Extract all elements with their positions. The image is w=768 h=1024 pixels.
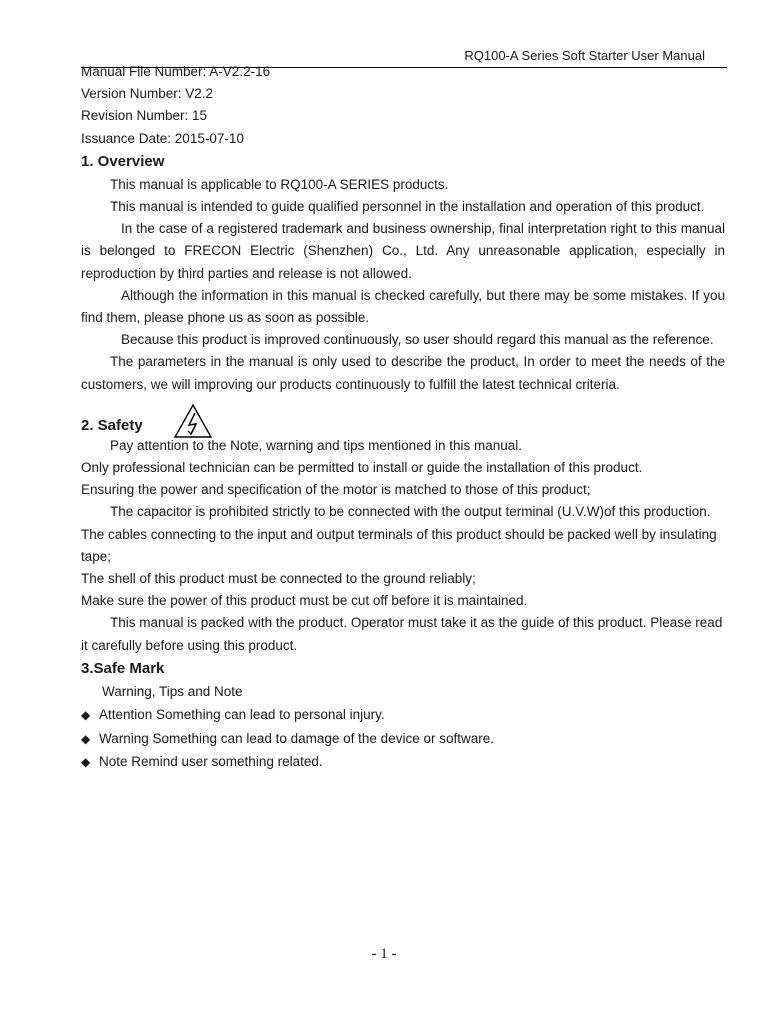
safety-heading: 2. Safety (81, 416, 143, 434)
header-title: RQ100-A Series Soft Starter User Manual (464, 48, 705, 63)
version-number: Version Number: V2.2 (81, 86, 214, 102)
overview-paragraph: Because this product is improved continuously, so user should regard this manual as the reference. (121, 332, 714, 348)
page-number: - 1 - (371, 946, 397, 962)
overview-paragraph: In the case of a registered trademark and business ownership, final interpretation right to this manual is belonged to FRECON Electric (Shenzhen) Co., Ltd. Any unreasonable application, especially in reproduction by third parties and release is not allowed. (81, 221, 725, 281)
safety-paragraph: Make sure the power of this product must be cut off before it is maintained. (81, 593, 528, 609)
page-content (81, 61, 725, 775)
diamond-bullet-icon: ◆ (81, 708, 91, 723)
safe-mark-intro: Warning, Tips and Note (102, 683, 243, 699)
safety-paragraph: The cables connecting to the input and output terminals of this product should be packed well by insulating tape; (81, 526, 717, 564)
safety-paragraph: Ensuring the power and specification of the motor is matched to those of this product; (81, 482, 591, 498)
safe-mark-list (81, 704, 725, 774)
list-item: ◆ Note Remind user something related. (81, 751, 725, 774)
diamond-bullet-icon: ◆ (81, 731, 91, 746)
overview-heading: 1. Overview (81, 152, 165, 170)
file-number: Manual File Number: A-V2.2-16 (81, 64, 271, 79)
safe-mark-heading: 3.Safe Mark (81, 659, 165, 677)
overview-paragraph: This manual is applicable to RQ100-A SERIES products. (110, 176, 449, 192)
high-voltage-warning-icon (173, 403, 213, 439)
list-item: ◆ Attention Something can lead to personal injury. (81, 704, 725, 727)
safety-paragraph: Only professional technician can be permitted to install or guide the installation of this product. (81, 460, 643, 476)
overview-paragraph: Although the information in this manual is checked carefully, but there may be some mistakes. If you find them, please phone us as soon as possible. (81, 287, 725, 326)
safety-paragraph: This manual is packed with the product. Operator must take it as the guide of this product. Please read it carefully before using this product. (81, 615, 723, 653)
safety-paragraph: The capacitor is prohibited strictly to be connected with the output terminal (U.V.W)of this production. (110, 504, 711, 520)
safety-paragraph: The shell of this product must be connected to the ground reliably; (81, 571, 476, 587)
safety-heading-row (81, 409, 725, 435)
list-item: ◆ Warning Something can lead to damage of the device or software. (81, 728, 725, 751)
overview-paragraph: The parameters in the manual is only used to describe the product, In order to meet the needs of the customers, we will improving our products continuously to fulfill the latest technical criteria. (81, 354, 725, 392)
safety-paragraph: Pay attention to the Note, warning and tips mentioned in this manual. (110, 437, 523, 453)
overview-paragraph: This manual is intended to guide qualified personnel in the installation and operation of this product. (110, 199, 705, 215)
revision-number: Revision Number: 15 (81, 108, 208, 124)
diamond-bullet-icon: ◆ (81, 755, 91, 770)
issuance-date: Issuance Date: 2015-07-10 (81, 130, 244, 146)
